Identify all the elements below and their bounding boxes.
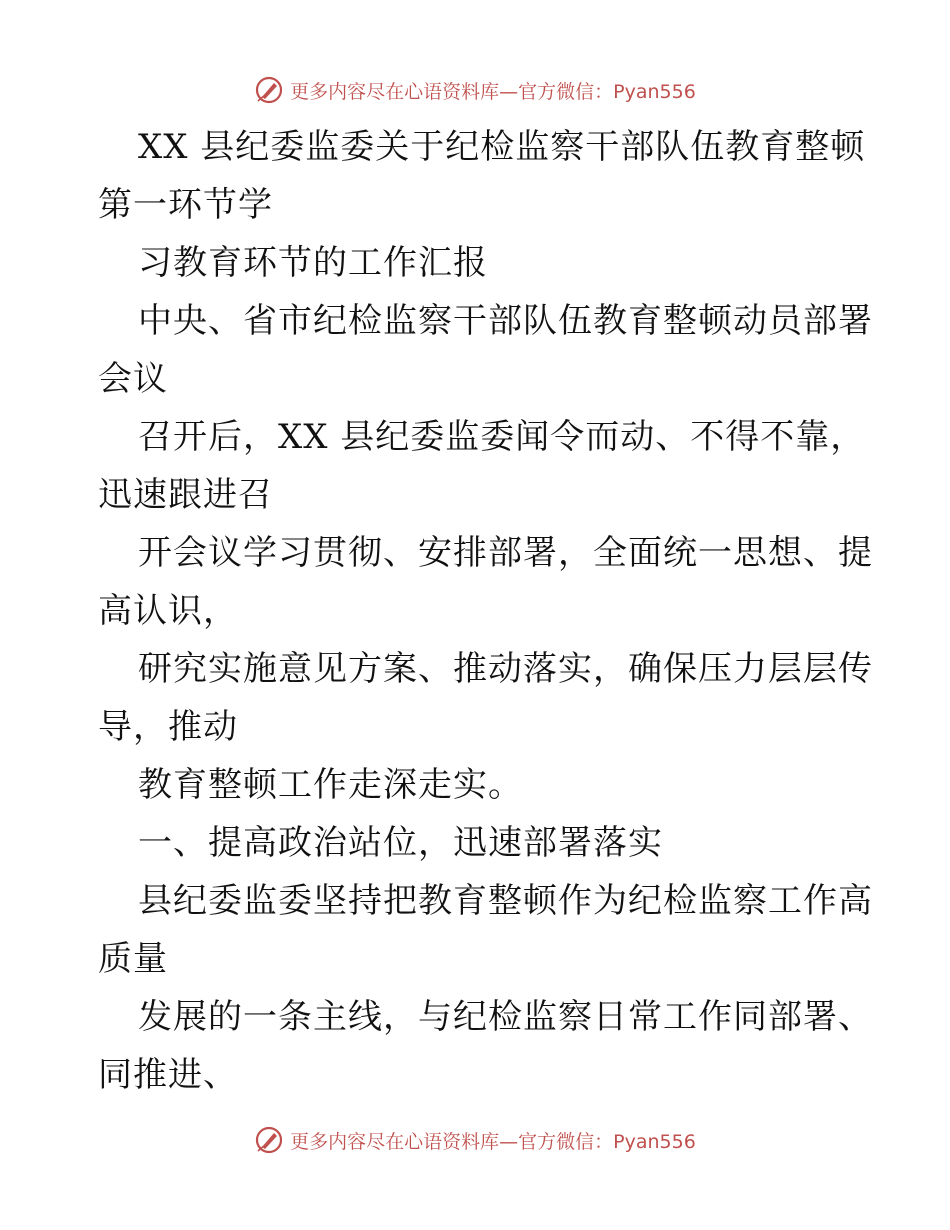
quill-circle-logo-icon [254, 75, 284, 105]
doc-line: 中央、省市纪检监察干部队伍教育整顿动员部署 [138, 301, 873, 341]
doc-line: 质量 [98, 939, 168, 979]
doc-line: 研究实施意见方案、推动落实，确保压力层层传 [138, 649, 873, 689]
doc-line: 县纪委监委坚持把教育整顿作为纪检监察工作高 [138, 881, 873, 921]
doc-line: 同推进、 [98, 1055, 238, 1095]
footer-banner [0, 1120, 950, 1160]
doc-line: 导，推动 [98, 707, 238, 747]
doc-line: 教育整顿工作走深走实。 [138, 765, 523, 805]
quill-circle-logo-icon [254, 1125, 284, 1155]
footer-banner-text: 更多内容尽在心语资料库—官方微信：Pyan556 [290, 1130, 696, 1153]
doc-line: 发展的一条主线，与纪检监察日常工作同部署、 [138, 997, 873, 1037]
doc-line: 召开后，XX 县纪委监委闻令而动、不得不靠， [138, 417, 866, 457]
doc-line: 第一环节学 [98, 185, 273, 225]
doc-line: 会议 [98, 359, 168, 399]
header-banner [0, 70, 950, 110]
doc-line: XX 县纪委监委关于纪检监察干部队伍教育整顿 [138, 127, 866, 167]
document-body [98, 118, 873, 1104]
header-banner-text: 更多内容尽在心语资料库—官方微信：Pyan556 [290, 80, 696, 103]
doc-line: 迅速跟进召 [98, 475, 273, 515]
doc-line: 开会议学习贯彻、安排部署，全面统一思想、提 [138, 533, 873, 573]
doc-line: 一、提高政治站位，迅速部署落实 [138, 823, 663, 863]
doc-line: 高认识， [98, 591, 238, 631]
doc-line: 习教育环节的工作汇报 [138, 243, 488, 283]
